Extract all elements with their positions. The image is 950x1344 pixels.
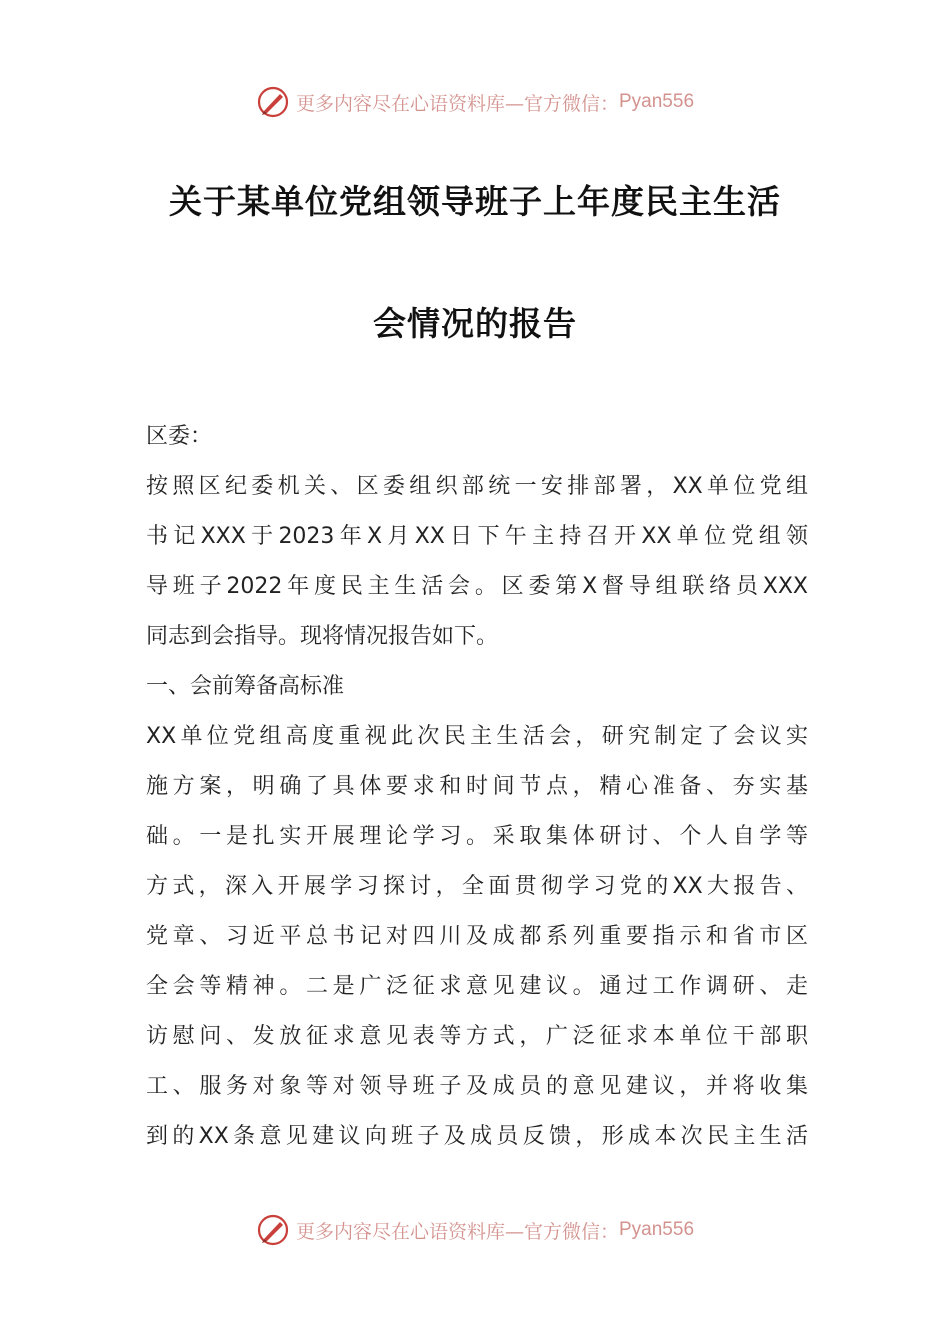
document-title-line-2: 会情况的报告 bbox=[373, 304, 577, 343]
footer-watermark bbox=[0, 1210, 950, 1250]
intro-line: 按照区纪委机关、区委组织部统一安排部署，XX单位党组 bbox=[146, 474, 808, 499]
section-line: 党章、习近平总书记对四川及成都系列重要指示和省市区 bbox=[146, 924, 808, 949]
section-line: 到的XX条意见建议向班子及成员反馈，形成本次民主生活 bbox=[146, 1124, 808, 1149]
section-line: XX单位党组高度重视此次民主生活会，研究制定了会议实 bbox=[146, 724, 808, 749]
intro-line: 书记XXX于2023年X月XX日下午主持召开XX单位党组领 bbox=[146, 524, 808, 549]
salutation: 区委： bbox=[146, 424, 213, 449]
pen-logo-icon bbox=[256, 85, 290, 119]
section-line: 施方案，明确了具体要求和时间节点，精心准备、夯实基 bbox=[146, 774, 808, 799]
intro-line: 同志到会指导。现将情况报告如下。 bbox=[146, 624, 499, 649]
document-body bbox=[146, 412, 808, 1162]
watermark-wechat-id: Pyan556 bbox=[619, 1219, 695, 1240]
pen-logo-icon bbox=[256, 1213, 290, 1247]
section-heading: 一、会前筹备高标准 bbox=[146, 674, 345, 699]
intro-line: 导班子2022年度民主生活会。区委第X督导组联络员XXX bbox=[146, 574, 808, 599]
watermark-wechat-id: Pyan556 bbox=[619, 91, 695, 112]
section-line: 全会等精神。二是广泛征求意见建议。通过工作调研、走 bbox=[146, 974, 808, 999]
header-watermark bbox=[0, 82, 950, 122]
section-line: 访慰问、发放征求意见表等方式，广泛征求本单位干部职 bbox=[146, 1024, 808, 1049]
section-line: 础。一是扎实开展理论学习。采取集体研讨、个人自学等 bbox=[146, 824, 808, 849]
section-line: 方式，深入开展学习探讨，全面贯彻学习党的XX大报告、 bbox=[146, 874, 808, 899]
section-line: 工、服务对象等对领导班子及成员的意见建议，并将收集 bbox=[146, 1074, 808, 1099]
watermark-text: 更多内容尽在心语资料库—官方微信： bbox=[295, 1220, 619, 1243]
document-title-line-1: 关于某单位党组领导班子上年度民主生活 bbox=[169, 182, 781, 221]
watermark-text: 更多内容尽在心语资料库—官方微信： bbox=[295, 92, 619, 115]
